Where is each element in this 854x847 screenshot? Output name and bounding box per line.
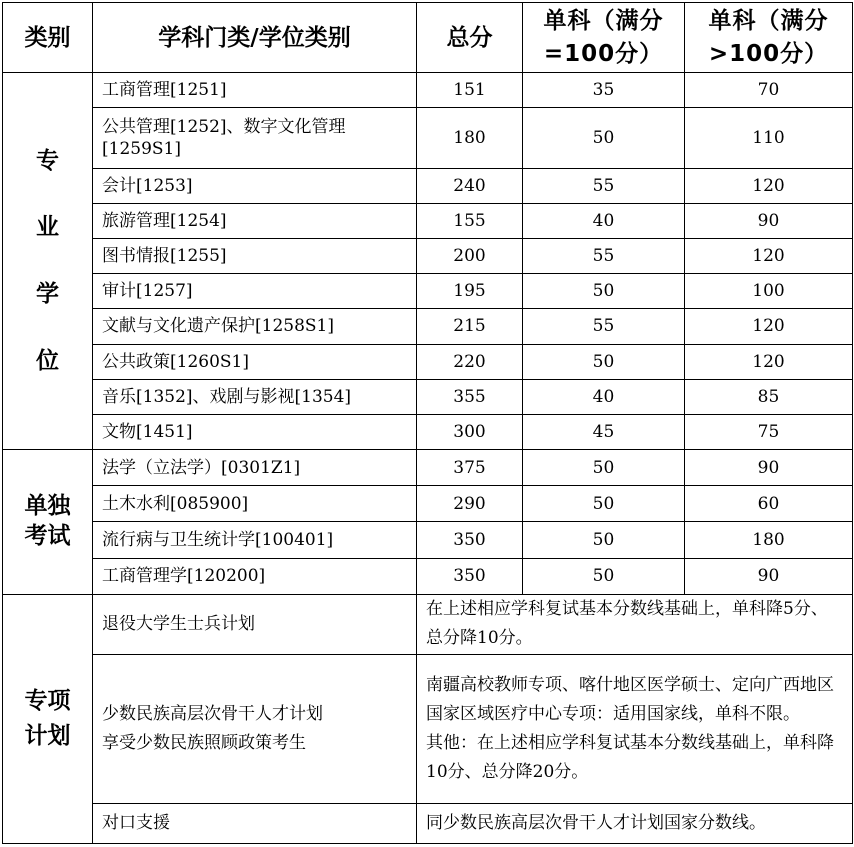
- score-table: [2, 2, 853, 844]
- single-100-score-cell: 50: [523, 344, 685, 379]
- special-plan-policy: [417, 594, 853, 654]
- table-row: [3, 73, 853, 108]
- table-row: [3, 450, 853, 486]
- special-plan-name: 退役大学生士兵计划: [93, 594, 417, 654]
- total-score-cell: 155: [417, 203, 523, 238]
- total-score-cell: 350: [417, 558, 523, 594]
- total-score-cell: 151: [417, 73, 523, 108]
- subject-cell: 法学（立法学）[0301Z1]: [93, 450, 417, 486]
- single-gt100-score-cell: 90: [685, 203, 853, 238]
- policy-paragraph: 在上述相应学科复试基本分数线基础上，单科降5分、总分降10分。: [426, 599, 828, 649]
- table-row: [3, 108, 853, 168]
- single-100-score-cell: 55: [523, 239, 685, 274]
- subject-cell: 图书情报[1255]: [93, 239, 417, 274]
- policy-paragraph: 同少数民族高层次骨干人才计划国家分数线。: [426, 812, 766, 833]
- single-gt100-score-cell: 100: [685, 274, 853, 309]
- single-100-score-cell: 50: [523, 522, 685, 558]
- subject-cell: 音乐[1352]、戏剧与影视[1354]: [93, 379, 417, 414]
- single-100-score-cell: 50: [523, 450, 685, 486]
- subject-cell: 公共管理[1252]、数字文化管理[1259S1]: [93, 108, 417, 168]
- policy-paragraph: 其他：在上述相应学科复试基本分数线基础上，单科降10分、总分降20分。: [426, 732, 834, 782]
- table-row: [3, 803, 853, 843]
- single-gt100-score-cell: 75: [685, 414, 853, 449]
- subject-cell: 工商管理学[120200]: [93, 558, 417, 594]
- table-row: [3, 379, 853, 414]
- single-gt100-score-cell: 90: [685, 558, 853, 594]
- single-gt100-score-cell: 180: [685, 522, 853, 558]
- table-row: [3, 239, 853, 274]
- single-100-score-cell: 50: [523, 558, 685, 594]
- header-single-100: 单科（满分=100分）: [523, 3, 685, 73]
- single-gt100-score-cell: 70: [685, 73, 853, 108]
- table-row: [3, 558, 853, 594]
- single-100-score-cell: 50: [523, 486, 685, 522]
- header-subject: 学科门类/学位类别: [93, 3, 417, 73]
- total-score-cell: 240: [417, 168, 523, 203]
- single-100-score-cell: 50: [523, 274, 685, 309]
- group-special-plan: 专项 计划: [3, 594, 93, 843]
- total-score-cell: 215: [417, 309, 523, 344]
- total-score-cell: 180: [417, 108, 523, 168]
- header-category: 类别: [3, 3, 93, 73]
- subject-cell: 文献与文化遗产保护[1258S1]: [93, 309, 417, 344]
- subject-cell: 土木水利[085900]: [93, 486, 417, 522]
- total-score-cell: 355: [417, 379, 523, 414]
- table-row: [3, 414, 853, 449]
- single-100-score-cell: 40: [523, 379, 685, 414]
- single-100-score-cell: 55: [523, 168, 685, 203]
- subject-cell: 会计[1253]: [93, 168, 417, 203]
- single-gt100-score-cell: 110: [685, 108, 853, 168]
- subject-cell: 公共政策[1260S1]: [93, 344, 417, 379]
- subject-cell: 审计[1257]: [93, 274, 417, 309]
- table-row: [3, 203, 853, 238]
- header-single-gt100: 单科（满分>100分）: [685, 3, 853, 73]
- single-gt100-score-cell: 120: [685, 168, 853, 203]
- special-plan-policy: [417, 654, 853, 803]
- subject-cell: 旅游管理[1254]: [93, 203, 417, 238]
- table-row: [3, 594, 853, 654]
- table-row: [3, 168, 853, 203]
- total-score-cell: 290: [417, 486, 523, 522]
- single-gt100-score-cell: 85: [685, 379, 853, 414]
- total-score-cell: 220: [417, 344, 523, 379]
- single-gt100-score-cell: 120: [685, 344, 853, 379]
- total-score-cell: 195: [417, 274, 523, 309]
- single-gt100-score-cell: 60: [685, 486, 853, 522]
- total-score-cell: 300: [417, 414, 523, 449]
- single-100-score-cell: 55: [523, 309, 685, 344]
- single-gt100-score-cell: 120: [685, 239, 853, 274]
- table-row: [3, 522, 853, 558]
- single-100-score-cell: 40: [523, 203, 685, 238]
- table-row: [3, 309, 853, 344]
- single-gt100-score-cell: 90: [685, 450, 853, 486]
- single-100-score-cell: 45: [523, 414, 685, 449]
- subject-cell: 流行病与卫生统计学[100401]: [93, 522, 417, 558]
- total-score-cell: 200: [417, 239, 523, 274]
- single-gt100-score-cell: 120: [685, 309, 853, 344]
- header-row: [3, 3, 853, 73]
- total-score-cell: 350: [417, 522, 523, 558]
- total-score-cell: 375: [417, 450, 523, 486]
- group-professional-degree: 专 业 学 位: [3, 73, 93, 450]
- group-independent-exam: 单独 考试: [3, 450, 93, 595]
- special-plan-name: 对口支援: [93, 803, 417, 843]
- subject-cell: 工商管理[1251]: [93, 73, 417, 108]
- single-100-score-cell: 35: [523, 73, 685, 108]
- special-plan-policy: [417, 803, 853, 843]
- table-row: [3, 654, 853, 803]
- subject-cell: 文物[1451]: [93, 414, 417, 449]
- policy-paragraph: 南疆高校教师专项、喀什地区医学硕士、定向广西地区国家区域医疗中心专项：适用国家线，单科不限。: [426, 675, 834, 724]
- header-total: 总分: [417, 3, 523, 73]
- special-plan-name: 少数民族高层次骨干人才计划 享受少数民族照顾政策考生: [93, 654, 417, 803]
- single-100-score-cell: 50: [523, 108, 685, 168]
- table-row: [3, 344, 853, 379]
- table-row: [3, 274, 853, 309]
- table-row: [3, 486, 853, 522]
